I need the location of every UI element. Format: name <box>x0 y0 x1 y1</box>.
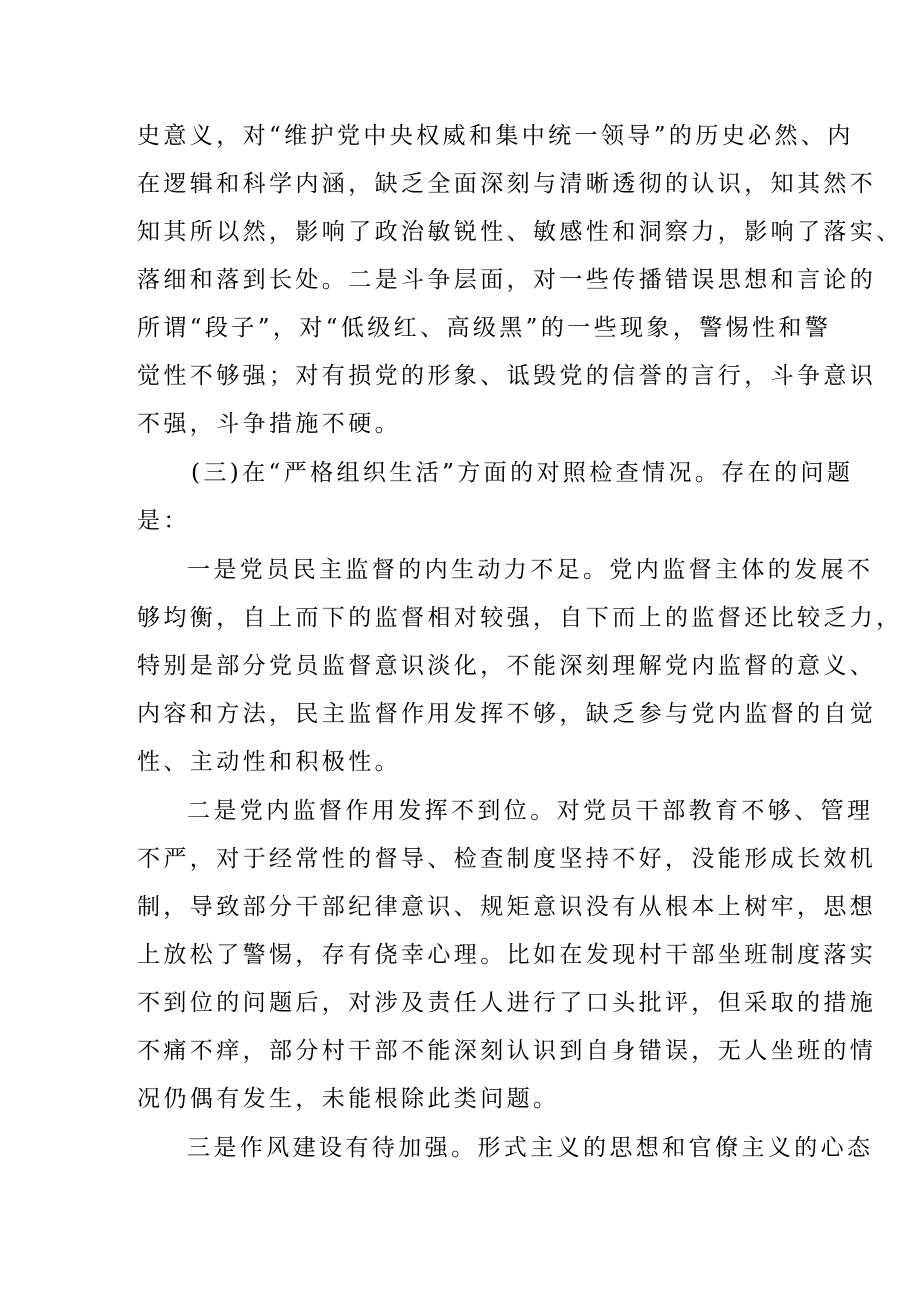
paragraph-line: 一是党员民主监督的内生动力不足。党内监督主体的发展不 <box>187 557 874 583</box>
paragraph-line: 知其所以然，影响了政治敏锐性、敏感性和洞察力，影响了落实、 <box>137 219 903 245</box>
paragraph-line: 制，导致部分干部纪律意识、规矩意识没有从根本上树牢，思想 <box>137 894 877 920</box>
paragraph-line: 特别是部分党员监督意识淡化，不能深刻理解党内监督的意义、 <box>137 653 877 679</box>
paragraph-line: 所谓“段子”，对“低级红、高级黑”的一些现象，警惕性和警 <box>137 315 832 341</box>
paragraph-line: 在逻辑和科学内涵，缺乏全面深刻与清晰透彻的认识，知其然不 <box>137 171 877 197</box>
paragraph-line: 不强，斗争措施不硬。 <box>137 411 401 437</box>
section-heading-cont: 是： <box>137 508 190 534</box>
paragraph-line: 三是作风建设有待加强。形式主义的思想和官僚主义的心态 <box>187 1135 874 1161</box>
paragraph-line: 落细和落到长处。二是斗争层面，对一些传播错误思想和言论的 <box>137 267 877 293</box>
paragraph-line: 够均衡，自上而下的监督相对较强，自下而上的监督还比较乏力， <box>137 605 903 631</box>
paragraph-line: 上放松了警惕，存有侥幸心理。比如在发现村干部坐班制度落实 <box>137 942 877 968</box>
paragraph-line: 况仍偶有发生，未能根除此类问题。 <box>137 1086 560 1112</box>
paragraph-line: 不痛不痒，部分村干部不能深刻认识到自身错误，无人坐班的情 <box>137 1038 877 1064</box>
paragraph-line: 不严，对于经常性的督导、检查制度坚持不好，没能形成长效机 <box>137 846 877 872</box>
paragraph-line: 觉性不够强；对有损党的形象、诋毁党的信誉的言行，斗争意识 <box>137 363 877 389</box>
paragraph-line: 不到位的问题后，对涉及责任人进行了口头批评，但采取的措施 <box>137 990 877 1016</box>
paragraph-line: 内容和方法，民主监督作用发挥不够，缺乏参与党内监督的自觉 <box>137 701 877 727</box>
paragraph-line: 性、主动性和积极性。 <box>137 749 401 775</box>
paragraph-line: 史意义，对“维护党中央权威和集中统一领导”的历史必然、内 <box>137 123 854 149</box>
paragraph-line: 二是党内监督作用发挥不到位。对党员干部教育不够、管理 <box>187 798 874 824</box>
section-heading: (三)在“严格组织生活”方面的对照检查情况。存在的问题 <box>191 460 854 486</box>
